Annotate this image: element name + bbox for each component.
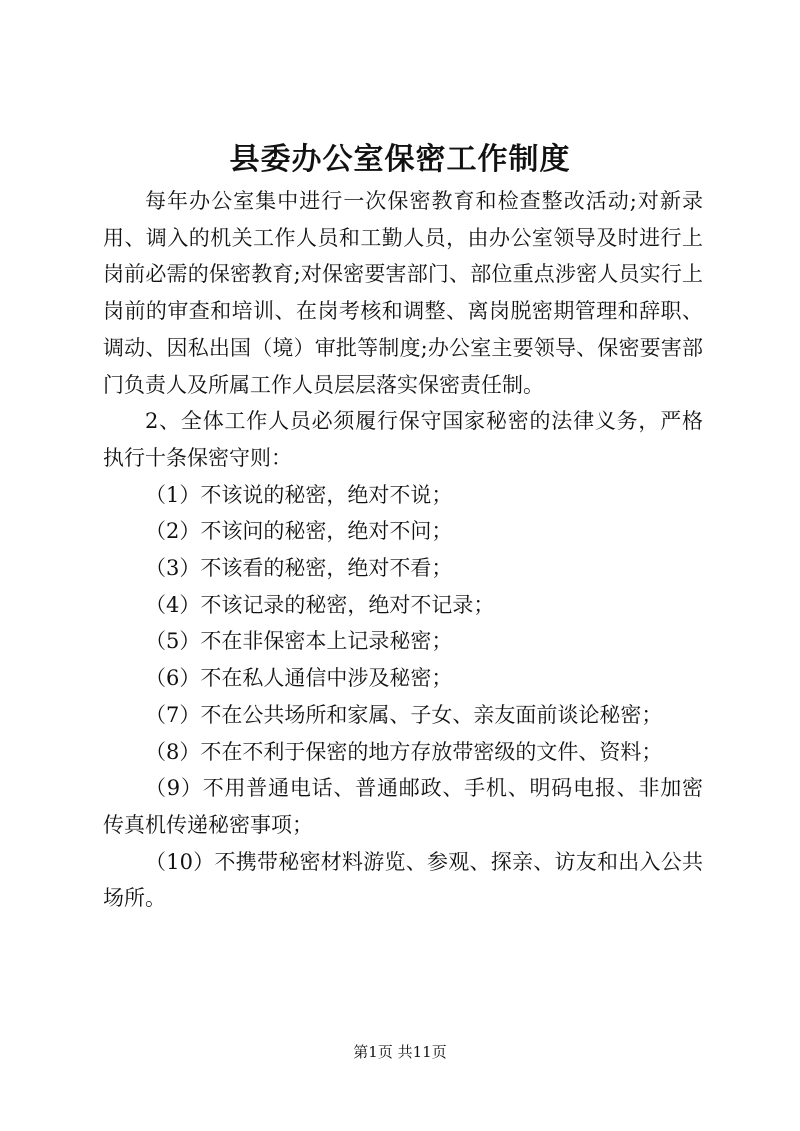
rule-item-6: （6）不在私人通信中涉及秘密；: [145, 666, 453, 691]
rule-item-7: （7）不在公共场所和家属、子女、亲友面前谈论秘密；: [145, 702, 663, 727]
rule-item-3: （3）不该看的秘密，绝对不看；: [145, 556, 453, 581]
document-body: [103, 183, 703, 917]
paragraph-intro: 每年办公室集中进行一次保密教育和检查整改活动;对新录用、调入的机关工作人员和工勤人员，由办公室领导及时进行上岗前必需的保密教育;对保密要害部门、部位重点涉密人员实行上岗前的审查和培训、在岗考核和调整、离岗脱密期管理和辞职、调动、因私出国（境）审批等制度;办公室主要领导、保密要害部门负责人及所属工作人员层层落实保密责任制。: [103, 189, 703, 397]
document-title: 县委办公室保密工作制度: [229, 142, 571, 177]
rules-list: [103, 477, 703, 917]
rule-item-9: （9）不用普通电话、普通邮政、手机、明码电报、非加密传真机传递秘密事项；: [103, 776, 703, 837]
paragraph-rules-intro: 2、全体工作人员必须履行保守国家秘密的法律义务，严格执行十条保密守则：: [103, 409, 703, 470]
rule-item-2: （2）不该问的秘密，绝对不问；: [145, 519, 453, 544]
rule-item-4: （4）不该记录的秘密，绝对不记录；: [145, 592, 495, 617]
rule-item-8: （8）不在不利于保密的地方存放带密级的文件、资料；: [145, 739, 663, 764]
rule-item-1: （1）不该说的秘密，绝对不说；: [145, 482, 453, 507]
rule-item-10: （10）不携带秘密材料游览、参观、探亲、访友和出入公共场所。: [103, 849, 703, 911]
rule-item-5: （5）不在非保密本上记录秘密；: [145, 629, 453, 654]
page-footer: 第1页 共11页: [353, 1043, 447, 1061]
